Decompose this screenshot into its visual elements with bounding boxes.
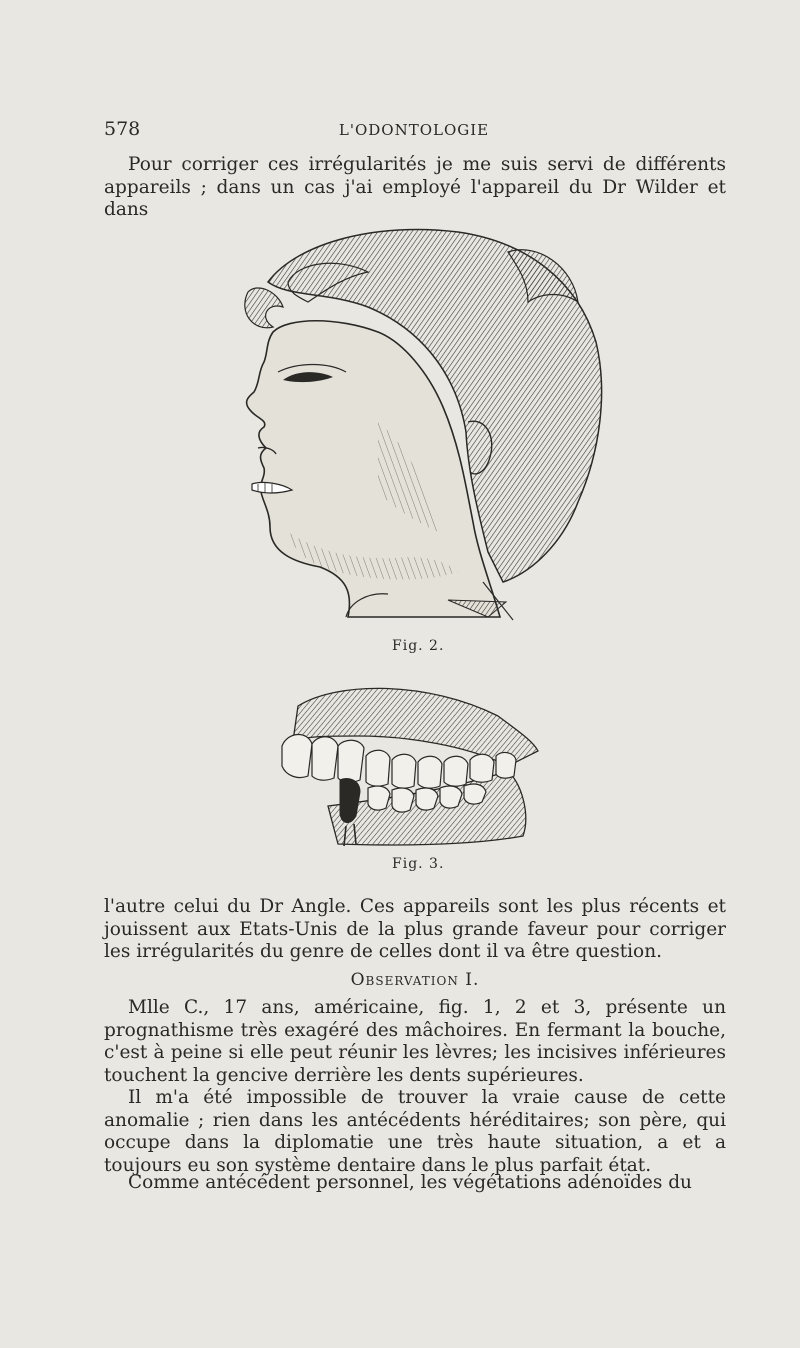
- figure-2-caption: Fig. 2.: [392, 638, 445, 654]
- observation-heading: Observation I.: [350, 970, 480, 990]
- intro-paragraph: Pour corriger ces irrégularités je me suis servi de différents appareils ; dans un cas j'ai employé l'appareil du Dr Wilder et dans: [104, 154, 726, 220]
- observation-paragraph-2: Il m'a été impossible de trouver la vraie cause de cette anomalie ; rien dans les antécédents héréditaires; son père, qui occupe dans la diplomatie une très haute situation, a et a toujours eu son système dentaire dans le plus parfait état.: [104, 1087, 726, 1176]
- figure-2-profile-illustration: [228, 222, 608, 642]
- journal-title: L'ODONTOLOGIE: [338, 121, 490, 139]
- observation-paragraph-3: Comme antécédent personnel, les végétations adénoïdes du: [128, 1172, 692, 1193]
- running-head: [104, 118, 724, 144]
- continuation-paragraph: l'autre celui du Dr Angle. Ces appareils sont les plus récents et jouissent aux Etats-Unis de la plus grande faveur pour corriger les irrégularités du genre de celles dont il va être question.: [104, 896, 726, 962]
- figure-3-caption: Fig. 3.: [392, 856, 445, 872]
- observation-paragraph-1: Mlle C., 17 ans, américaine, fig. 1, 2 et 3, présente un prognathisme très exagéré des mâchoires. En fermant la bouche, c'est à peine si elle peut réunir les lèvres; les incisives inférieures touchent la gencive derrière les dents supérieures.: [104, 997, 726, 1086]
- page-number: 578: [104, 118, 141, 140]
- figure-3-dental-cast-illustration: [268, 676, 544, 852]
